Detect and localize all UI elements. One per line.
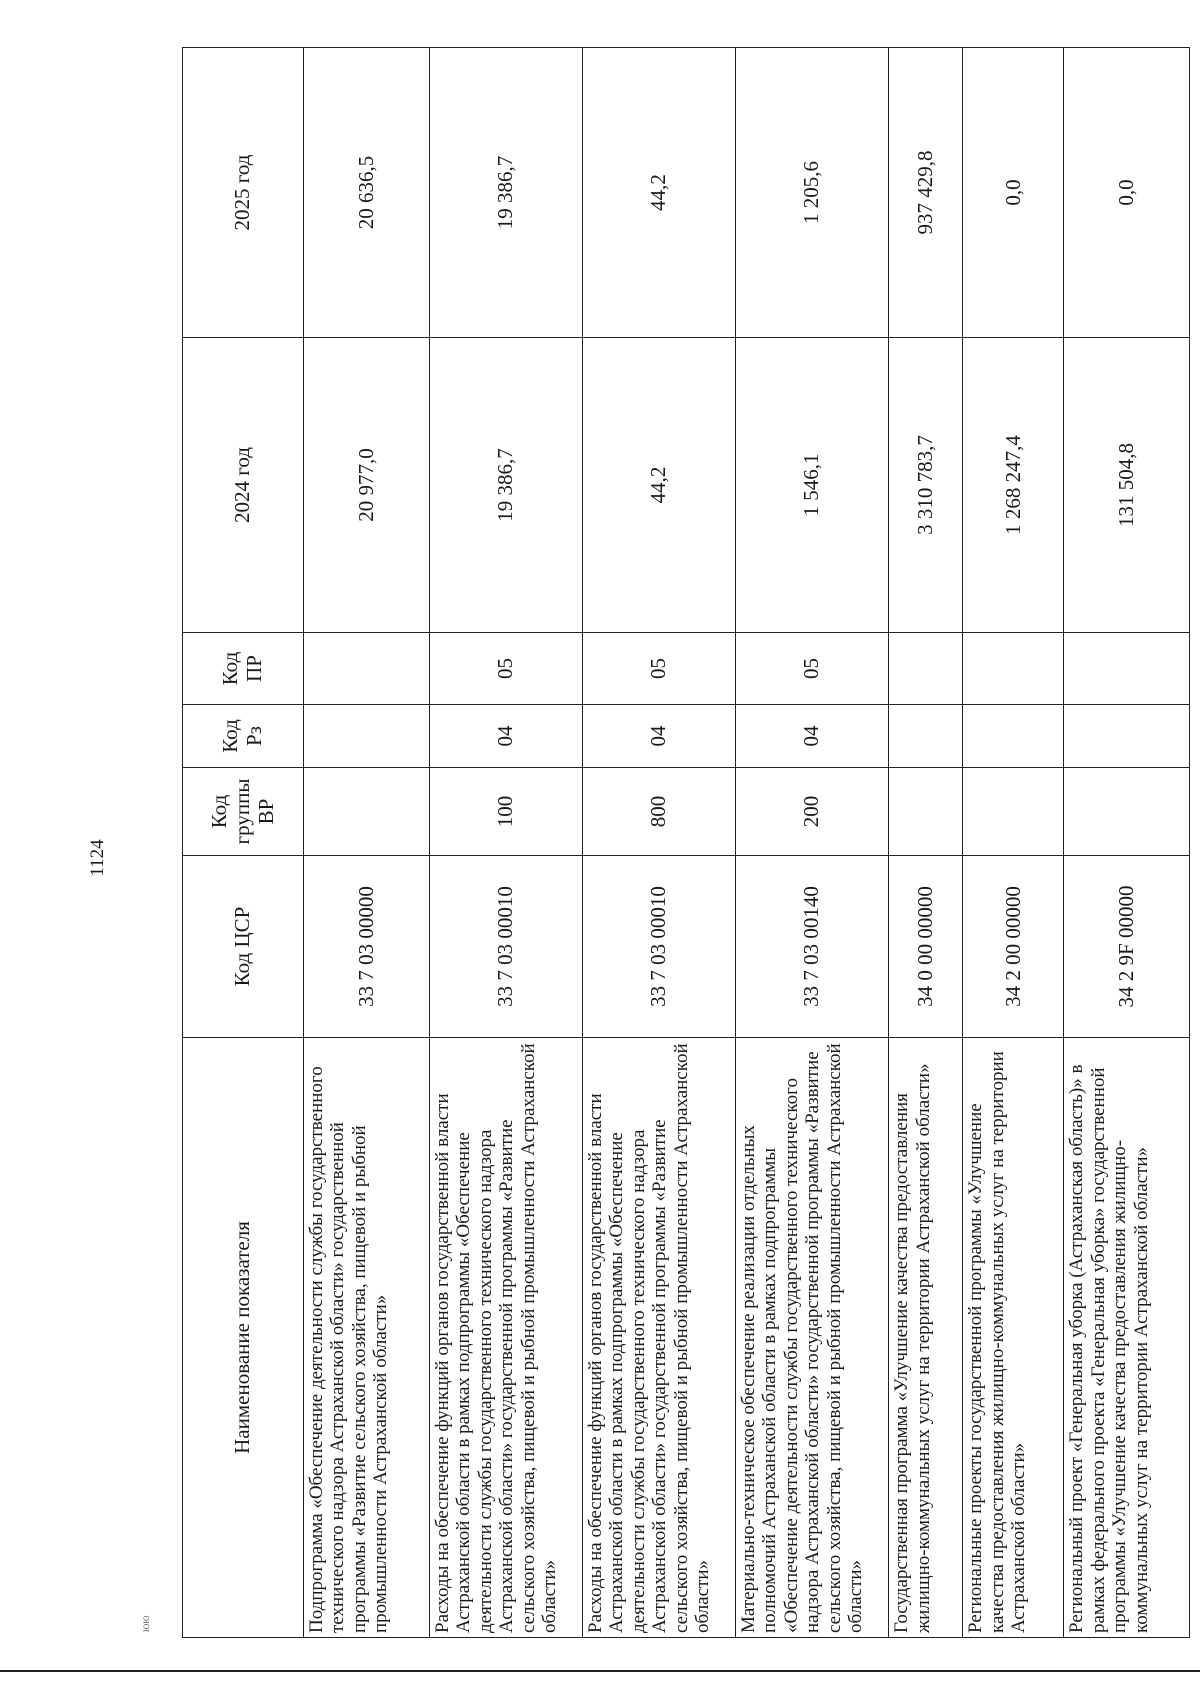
row-2025: 20 636,5 [304, 48, 430, 338]
row-rz: 04 [736, 705, 889, 768]
row-name: Материально-техническое обеспечение реализации отдельных полномочий Астраханской области в рамках подпрограммы «Обеспечение деятельности службы государственного технического надзора Астраханской области» государственной программы «Развитие сельского хозяйства, пищевой и рыбной промышленности Астраханской области» [736, 1038, 889, 1638]
header-vr: Код группы ВР [183, 768, 304, 856]
row-name: Подпрограмма «Обеспечение деятельности службы государственного технического надзора Астраханской области» государственной программы «Развитие сельского хозяйства, пищевой и рыбной промышленности Астраханской области» [304, 1038, 430, 1638]
header-pr: Код ПР [183, 633, 304, 705]
row-2025: 44,2 [582, 48, 735, 338]
row-vr: 200 [736, 768, 889, 856]
row-2025: 19 386,7 [429, 48, 582, 338]
row-pr: 05 [582, 633, 735, 705]
row-2025: 937 429,8 [889, 48, 963, 338]
row-rz [304, 705, 430, 768]
row-vr: 100 [429, 768, 582, 856]
row-name: Региональный проект «Генеральная уборка (Астраханская область)» в рамках федерального проекта «Генеральная уборка» государственной программы «Улучшение качества предоставления жилищно-коммунальных услуг на территории Астраханской области» [1064, 1038, 1190, 1638]
row-pr [963, 633, 1064, 705]
budget-table-container [182, 48, 1190, 1638]
scan-mark: ЮЮ [142, 1615, 151, 1632]
row-2024: 3 310 783,7 [889, 338, 963, 633]
table-row [1064, 48, 1190, 1638]
row-vr [1064, 768, 1190, 856]
row-name: Региональные проекты государственной программы «Улучшение качества предоставления жилищно-коммунальных услуг на территории Астраханской области» [963, 1038, 1064, 1638]
row-2025: 1 205,6 [736, 48, 889, 338]
row-2024: 131 504,8 [1064, 338, 1190, 633]
row-vr [889, 768, 963, 856]
table-row [736, 48, 889, 1638]
row-pr: 05 [429, 633, 582, 705]
row-2024: 20 977,0 [304, 338, 430, 633]
row-rz [963, 705, 1064, 768]
row-2024: 1 546,1 [736, 338, 889, 633]
row-2024: 44,2 [582, 338, 735, 633]
row-csr: 33 7 03 00010 [429, 856, 582, 1038]
header-name: Наименование показателя [183, 1038, 304, 1638]
row-csr: 33 7 03 00010 [582, 856, 735, 1038]
row-rz [1064, 705, 1190, 768]
row-2024: 19 386,7 [429, 338, 582, 633]
row-vr: 800 [582, 768, 735, 856]
budget-table [182, 47, 1190, 1638]
header-csr: Код ЦСР [183, 856, 304, 1038]
row-pr [304, 633, 430, 705]
row-2025: 0,0 [1064, 48, 1190, 338]
row-csr: 33 7 03 00000 [304, 856, 430, 1038]
row-vr [304, 768, 430, 856]
table-row [304, 48, 430, 1638]
row-pr [1064, 633, 1190, 705]
bottom-rule [0, 1670, 1200, 1672]
row-pr: 05 [736, 633, 889, 705]
row-name: Государственная программа «Улучшение качества предоставления жилищно-коммунальных услуг на территории Астраханской области» [889, 1038, 963, 1638]
row-csr: 34 2 9F 00000 [1064, 856, 1190, 1038]
table-row [963, 48, 1064, 1638]
row-vr [963, 768, 1064, 856]
row-name: Расходы на обеспечение функций органов государственной власти Астраханской области в рамках подпрограммы «Обеспечение деятельности службы государственного технического надзора Астраханской области» государственной программы «Развитие сельского хозяйства, пищевой и рыбной промышленности Астраханской области» [582, 1038, 735, 1638]
row-2024: 1 268 247,4 [963, 338, 1064, 633]
row-pr [889, 633, 963, 705]
row-rz [889, 705, 963, 768]
row-name: Расходы на обеспечение функций органов государственной власти Астраханской области в рамках подпрограммы «Обеспечение деятельности службы государственного технического надзора Астраханской области» государственной программы «Развитие сельского хозяйства, пищевой и рыбной промышленности Астраханской области» [429, 1038, 582, 1638]
page-number: 1124 [87, 839, 108, 877]
row-rz: 04 [582, 705, 735, 768]
row-csr: 34 0 00 00000 [889, 856, 963, 1038]
row-csr: 34 2 00 00000 [963, 856, 1064, 1038]
header-rz: Код Рз [183, 705, 304, 768]
table-row [429, 48, 582, 1638]
header-2025: 2025 год [183, 48, 304, 338]
table-row [889, 48, 963, 1638]
row-csr: 33 7 03 00140 [736, 856, 889, 1038]
table-row [582, 48, 735, 1638]
row-2025: 0,0 [963, 48, 1064, 338]
row-rz: 04 [429, 705, 582, 768]
header-2024: 2024 год [183, 338, 304, 633]
table-header-row [183, 48, 304, 1638]
